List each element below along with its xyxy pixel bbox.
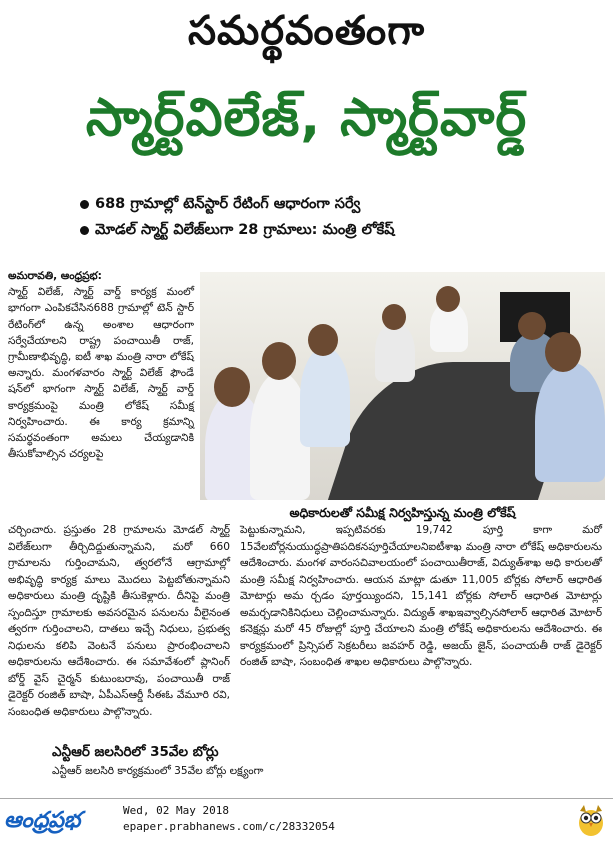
head-shape — [262, 342, 296, 380]
article-text-last: ఎన్టీఆర్‌ జలసిరి కార్యక్రమంలో 35వేల బోర్లు లక్ష్యంగా — [52, 765, 264, 777]
owl-icon — [576, 803, 606, 837]
article-text-left: స్మార్ట్‌ విలేజ్‌, స్మార్ట్‌ వార్డ్‌ కార్యక్ర మంలో భాగంగా ఎంపికచేసిన688 గ్రామాల్లో టెన్‌ స్టార్‌ రేటింగ్‌లో ఉన్న అంశాల ఆధారంగా సర్వేచేయాలని రాష్ట్ర పంచాయితీ రాజ్‌, గ్రామీణాభివృద్ధి, ఐటీ శాఖ మంత్రి నారా లోకేష్‌ అన్నారు. మంగళవారం స్మార్ట్‌ విలేజ్‌ ఫౌండే షన్‌లో భాగంగా స్మార్ట్‌ విలేజ్‌, స్మార్ట్‌ వార్డ్‌ కార్యక్రమంపై మంత్రి లోకేష్‌ సమీక్ష నిర్వహించారు. ఈ కార్య క్రమాన్ని సమర్థవంతంగా అమలు చేయ్యడానికి తీసుకోవాల్సిన చర్యలపై — [8, 286, 194, 461]
headline-line-2: స్మార్ట్‌విలేజ్‌, స్మార్ట్‌వార్డ్‌ — [85, 88, 528, 148]
subhead-2-text: మోడల్‌ స్మార్ట్‌ విలేజ్‌లుగా 28 గ్రామాలు: మంత్రి లోకేష్‌ — [95, 222, 395, 238]
bullet-icon — [80, 226, 89, 235]
head-shape — [436, 286, 460, 312]
subhead-1 — [80, 196, 580, 216]
article-body-right: పెట్టుకున్నామని, ఇప్పటివరకు 19,742 పూర్తి కాగా మరో 15వేలబోర్లనుయుద్ధప్రాతిపదికనపూర్తిచేయాలనిఐటీశాఖ మంత్రి నారా లోకేష్‌ అధికారులను ఆదేశించారు. మంగళ వారంసచివాలయంలో పంచాయితీరాజ్‌, విద్యుత్‌శాఖ అధి కారులతో మంత్రి సమీక్ష నిర్వహించారు. ఆయన మాట్లా డుతూ 11,005 బోర్లకు సోలార్‌ ఆధారిత మోటార్లు అమ ర్చడం పూర్తయ్యిందని, 15,141 బోర్లకు సోలార్‌ ఆధారిత మోటార్లు అమర్చడానికినిధులు చెల్లించామన్నారు. విద్యుత్‌ శాఖఇవ్వాల్సినసోలార్‌ ఆధారిత మోటార్‌ కనెక్షన్లు మరో 45 రోజుల్లో పూర్తి చేయాలని మంత్రి లోకేష్‌ అధికారులను ఆదేశించారు. ఈ కార్యక్రమంలో ప్రిన్సిపల్‌ సెక్రటరీలు జవహర్‌ రెడ్డి, అజయ్‌ జైన్‌, పంచాయతీ రాజ్‌ డైరెక్టర్‌ రంజిత్‌ బాషా, సంబంధిత శాఖల అధికారులు పాల్గొన్నారు. — [240, 524, 602, 668]
head-shape — [214, 367, 250, 407]
article-body-left: చర్చించారు. ప్రస్తుతం 28 గ్రామాలను మోడల్‌ స్మార్ట్‌ విలేజ్‌లుగా తీర్చిదిద్దుతున్నామని, మరో 660 గ్రామాలను గుర్తించామని, త్వరలోనే ఆగ్రామాల్లో అభివృద్ధి కార్యక్ర మాలు మొదలు పెట్టబోతున్నామని అధికారులు మంత్రి దృష్టికి తీసుకెళ్లారు. దీనిపై మంత్రి స్పందిస్తూ గ్రామాలకు అవసరమైన పనులను వీలైనంత త్వరగా గుర్తించాలని, దాతలు ఇచ్చే నిధులు, ప్రభుత్వ నిధులను కలిపి వెంటనే పనులు ప్రారంభించాలని అధికారులను ఆదేశించారు. ఈ సమావేశంలో ప్లానింగ్‌ బోర్డ్‌ వైస్‌ చైర్మన్‌ కుటుంబరావు, పంచాయితీ రాజ్‌ డైరెక్టర్‌ రంజిత్‌ బాషా, ఏపీఎస్‌ఆర్డీ సీఈఓ వేమూరి రవి, సంబంధిత అధికారులు పాల్గొన్నారు. — [8, 524, 230, 718]
head-shape — [518, 312, 546, 340]
subhead-2 — [80, 222, 580, 242]
head-shape — [545, 332, 581, 372]
subhead-1-text: 688 గ్రామాల్లో టెన్‌స్టార్‌ రేటింగ్‌ ఆధారంగా సర్వే — [95, 196, 361, 212]
photo-caption: అధికారులతో సమీక్ష నిర్వహిస్తున్న మంత్రి లోకేష్‌ — [289, 505, 516, 520]
meeting-photo — [200, 272, 605, 500]
dateline: అమరావతి, ఆంధ్రప్రభ: — [8, 270, 102, 282]
person-shape — [300, 347, 350, 447]
person-shape — [375, 322, 415, 382]
section-subhead: ఎన్టీఆర్‌ జలసిరిలో 35వేల బోర్లు — [52, 744, 219, 760]
subheads — [80, 196, 580, 248]
article-column-left — [8, 268, 194, 462]
publication-logo: ఆంధ్రప్రభ — [4, 808, 81, 833]
bullet-icon — [80, 200, 89, 209]
head-shape — [382, 304, 406, 330]
edition-date: Wed, 02 May 2018 — [123, 804, 229, 817]
person-shape — [535, 362, 605, 482]
head-shape — [308, 324, 338, 356]
epaper-link[interactable]: epaper.prabhanews.com/c/28332054 — [123, 820, 335, 833]
headline-line-1: సమర్థవంతంగా — [187, 8, 426, 54]
